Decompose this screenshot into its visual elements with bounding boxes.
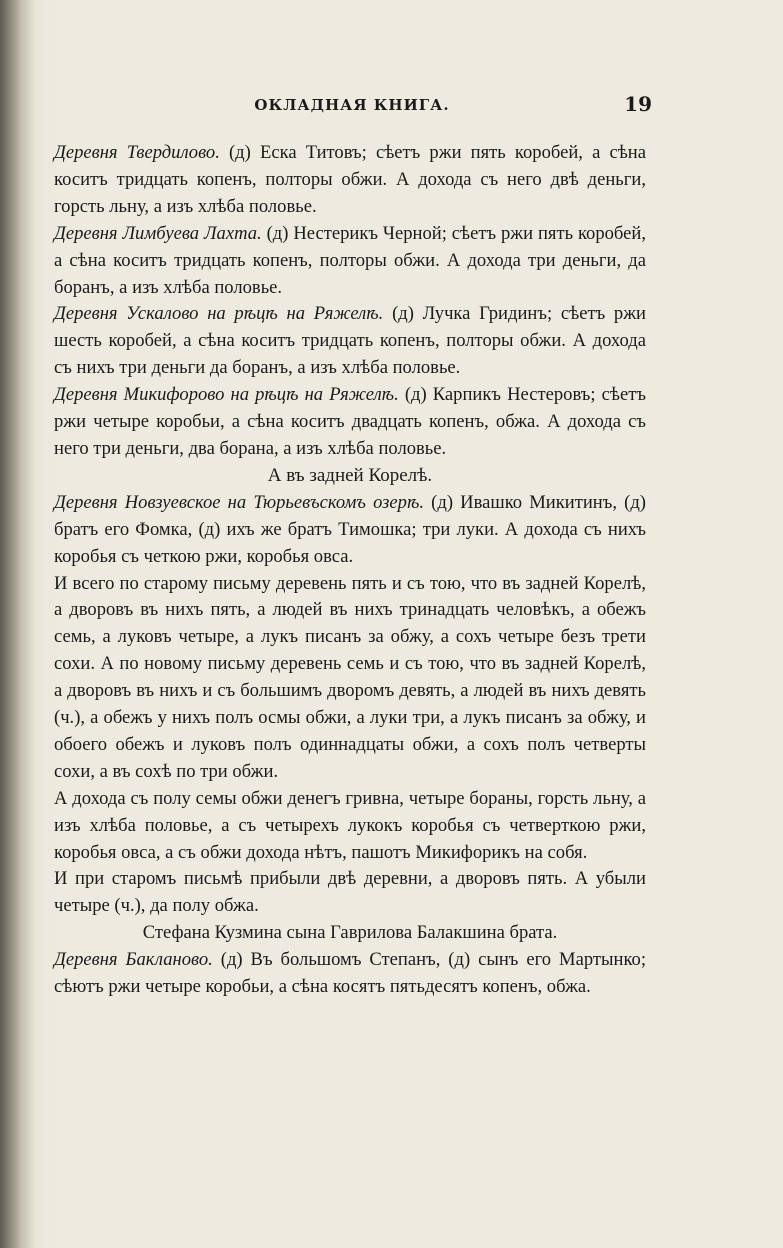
- paragraph: [54, 301, 646, 382]
- paragraph: [54, 382, 646, 463]
- paragraph: [54, 786, 646, 867]
- running-title: ОКЛАДНАЯ КНИГА.: [254, 96, 450, 114]
- village-name: Деревня Микифорово на рѣцѣ на Ряжелѣ.: [54, 384, 399, 406]
- paragraph: [54, 947, 646, 1001]
- paragraph-text: (д) Лучка Гридинъ; сѣетъ ржи шесть коробей, а сѣна коситъ тридцать копенъ, полторы обжи. А дохода съ нихъ три деньги да боранъ, а изъ хлѣба половье.: [54, 303, 647, 379]
- paragraph-text: (д) Карпикъ Нестеровъ; сѣетъ ржи четыре коробьи, а сѣна коситъ двадцать копенъ, обжа. А дохода съ него три деньги, два борана, а изъ хлѣба половье.: [54, 384, 646, 459]
- paragraph: [54, 490, 646, 571]
- paragraph-text: А дохода съ полу семы обжи денегъ гривна, четыре бораны, горсть льну, а изъ хлѣба половье, а съ четырехъ лукокъ коробья съ четверткою ржи, коробья овса, а съ обжи дохода нѣтъ, пашотъ Микифорикъ на собя.: [54, 787, 646, 863]
- paragraph: [54, 571, 646, 786]
- village-name: Деревня Новзуевское на Тюрьевъскомъ озерѣ.: [54, 491, 425, 513]
- village-name: Деревня Лимбуева Лахта.: [54, 222, 262, 244]
- paragraph: [54, 221, 646, 302]
- page-body: [54, 140, 646, 1001]
- paragraph-text: И при старомъ письмѣ прибыли двѣ деревни, а дворовъ пять. А убыли четыре (ч.), да полу обжа.: [54, 868, 646, 917]
- paragraph-text: (д) Ивашко Микитинъ, (д) братъ его Фомка, (д) ихъ же братъ Тимошка; три луки. А дохода съ нихъ коробья съ четкою ржи, коробья овса.: [54, 491, 646, 567]
- paragraph-text: (д) Еска Титовъ; сѣетъ ржи пять коробей, а сѣна коситъ тридцать копенъ, полторы обжи. А дохода съ него двѣ деньги, горсть льну, а изъ хлѣба половье.: [54, 142, 647, 217]
- section-heading: А въ задней Корелѣ.: [267, 464, 433, 486]
- village-name: Деревня Бакланово.: [54, 949, 213, 971]
- paragraph-text: И всего по старому письму деревень пять и съ тою, что въ задней Корелѣ, а дворовъ въ нихъ пять, а людей въ нихъ тринадцать человѣкъ, а обежъ семь, а луковъ четыре, а лукъ писанъ за обжу, а сохъ четыре безъ трети сохи. А по новому письму деревень семь и съ тою, что въ задней Корелѣ, а дворовъ въ нихъ и съ большимъ дворомъ девять, а людей въ нихъ девять (ч.), а обежъ у нихъ полъ осмы обжи, а луки три, а лукъ писанъ за обжу, и обоего обежъ и луковъ полъ одиннадцаты обжи, а сохъ полъ четверты сохи, а въ сохѣ по три обжи.: [54, 572, 646, 782]
- paragraph-text: (д) Въ большомъ Степанъ, (д) сынъ его Мартынко; сѣютъ ржи четыре коробьи, а сѣна косятъ пятьдесятъ копенъ, обжа.: [54, 949, 646, 998]
- village-name: Деревня Твердилово.: [54, 142, 220, 163]
- village-name: Деревня Ускалово на рѣцѣ на Ряжелѣ.: [54, 303, 384, 325]
- page-number: 19: [624, 92, 652, 116]
- paragraph: [54, 866, 646, 920]
- section-heading: Стефана Кузмина сына Гаврилова Балакшина брата.: [142, 922, 558, 944]
- book-spine-shadow: [0, 0, 34, 1248]
- paragraph-text: (д) Нестерикъ Черной; сѣетъ ржи пять коробей, а сѣна коситъ тридцать копенъ, полторы обжи. А дохода три деньги, да боранъ, а изъ хлѣба половье.: [54, 222, 646, 298]
- paragraph: [54, 140, 646, 221]
- page-header: [52, 92, 652, 126]
